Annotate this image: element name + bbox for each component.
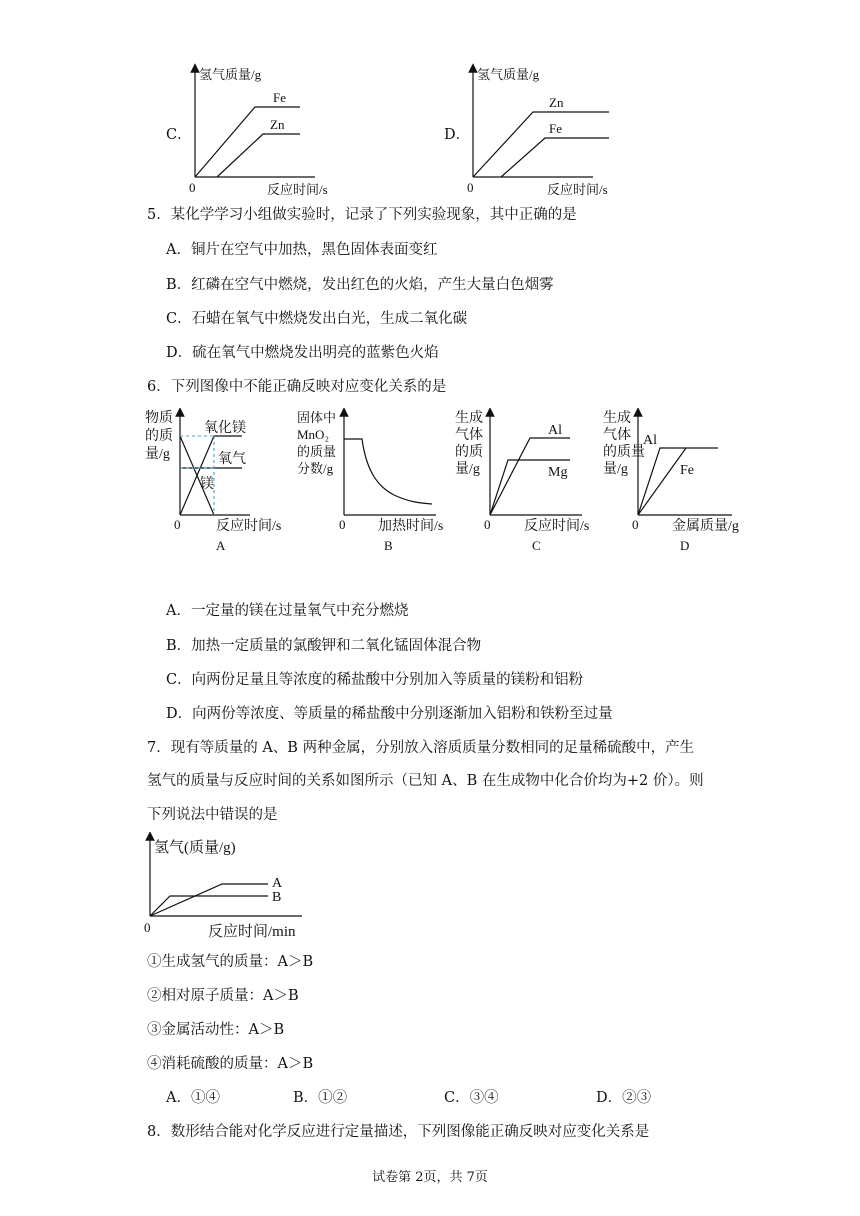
graph-caption: C [532, 538, 541, 553]
y-label-line-2: 气体 [455, 428, 483, 443]
y-label-line-4: 分数/g [297, 461, 334, 476]
y-label-line-4: 量/g [603, 462, 628, 477]
q6-graph-b [294, 408, 454, 558]
origin-label: 0 [144, 920, 151, 935]
y-label-line-3: 的质 [455, 445, 483, 460]
line-al [638, 448, 718, 515]
line-mno2-fraction [344, 439, 432, 504]
q5-stem: 5．某化学学习小组做实验时，记录了下列实验现象，其中正确的是 [147, 207, 577, 223]
series-label-upper: Fe [273, 90, 286, 105]
series-label-lower: Zn [270, 117, 285, 132]
y-label-line-2: MnO₂ [297, 427, 329, 442]
q7-stem-line-3: 下列说法中错误的是 [147, 807, 278, 823]
q7-choice-d: D．②③ [596, 1090, 652, 1106]
q5-option-c: C．石蜡在氧气中燃烧发出白光，生成二氧化碳 [166, 311, 468, 327]
q7-statement-1: ①生成氢气的质量：A＞B [147, 954, 314, 970]
y-axis-label: 氢气质量/g [477, 67, 540, 82]
q5-option-b: B．红磷在空气中燃烧，发出红色的火焰，产生大量白色烟雾 [166, 277, 554, 293]
q7-statement-4: ④消耗硫酸的质量：A＞B [147, 1056, 314, 1072]
y-axis-label: 氢气(质量/g) [154, 840, 236, 856]
x-axis-label: 反应时间/min [208, 924, 296, 940]
series-label-mg: Mg [548, 465, 568, 480]
y-label-line-3: 的质量 [603, 445, 645, 460]
q4-option-c-label: C． [166, 127, 192, 143]
q6-option-b: B．加热一定质量的氯酸钾和二氧化锰固体混合物 [166, 638, 482, 654]
x-axis-label: 加热时间/s [378, 519, 444, 534]
graph-caption: B [384, 538, 393, 553]
series-label-a: A [272, 876, 283, 891]
q7-statement-3: ③金属活动性：A＞B [147, 1022, 285, 1038]
x-axis-label: 反应时间/s [267, 182, 328, 197]
q6-graph-d [600, 408, 760, 558]
series-label-mgo: 氧化镁 [204, 421, 246, 436]
x-axis-label: 金属质量/g [672, 519, 739, 534]
series-line-lower [217, 134, 300, 177]
series-line-lower [501, 138, 609, 177]
line-b [150, 896, 268, 916]
y-label-line-1: 生成 [455, 411, 483, 426]
y-label-line-2: 的质 [145, 429, 173, 444]
x-axis-label: 反应时间/s [547, 182, 608, 197]
q7-choice-b: B．①② [293, 1090, 348, 1106]
y-axis-label: 氢气质量/g [199, 67, 262, 82]
series-label-fe: Fe [680, 463, 694, 478]
x-axis-label: 反应时间/s [216, 519, 282, 534]
line-a [150, 884, 268, 916]
y-label-line-1: 固体中 [297, 410, 337, 425]
y-label-line-1: 物质 [145, 411, 173, 426]
series-label-o2: 氧气 [218, 452, 246, 467]
graph-caption: A [216, 538, 226, 553]
origin-label: 0 [484, 517, 491, 532]
origin-label: 0 [467, 180, 474, 195]
q6-graph-c [452, 408, 612, 558]
q8-stem: 8．数形结合能对化学反应进行定量描述，下列图像能正确反映对应变化关系是 [147, 1124, 650, 1140]
q4-graph-d [463, 62, 623, 200]
origin-label: 0 [632, 517, 639, 532]
series-label-al: Al [548, 423, 562, 438]
q5-option-a: A．铜片在空气中加热，黑色固体表面变红 [166, 242, 438, 258]
q7-stem-line-1: 7．现有等质量的 A、B 两种金属，分别放入溶质质量分数相同的足量稀硫酸中，产生 [147, 740, 695, 756]
q6-stem: 6．下列图像中不能正确反映对应变化关系的是 [147, 379, 447, 395]
q6-graph-a [142, 408, 302, 558]
series-label-b: B [272, 890, 282, 905]
q7-choice-a: A．①④ [166, 1090, 220, 1106]
q6-option-c: C．向两份足量且等浓度的稀盐酸中分别加入等质量的镁粉和铝粉 [166, 672, 584, 688]
series-label-upper: Zn [549, 95, 564, 110]
y-label-line-2: 气体 [603, 428, 631, 443]
series-label-mg: 镁 [200, 477, 214, 492]
y-label-line-1: 生成 [603, 411, 631, 426]
y-label-line-3: 的质量 [297, 444, 337, 459]
series-label-lower: Fe [549, 121, 562, 136]
q6-option-d: D．向两份等浓度、等质量的稀盐酸中分别逐渐加入铝粉和铁粉至过量 [166, 706, 613, 722]
y-label-line-3: 量/g [145, 447, 170, 462]
q5-option-d: D．硫在氧气中燃烧发出明亮的蓝紫色火焰 [166, 345, 439, 361]
q7-statement-2: ②相对原子质量：A＞B [147, 988, 299, 1004]
y-label-line-4: 量/g [455, 462, 480, 477]
line-magnesium-oxide [180, 436, 242, 515]
q4-option-d-label: D． [444, 127, 471, 143]
q4-graph-c [185, 62, 345, 200]
q7-stem-line-2: 氢气的质量与反应时间的关系如图所示（已知 A、B 在生成物中化合价均为+2 价）。则 [147, 773, 704, 789]
x-axis-label: 反应时间/s [524, 519, 590, 534]
origin-label: 0 [339, 517, 346, 532]
series-line-upper [473, 112, 609, 177]
q6-option-a: A．一定量的镁在过量氧气中充分燃烧 [166, 603, 409, 619]
origin-label: 0 [174, 517, 181, 532]
page-footer: 试卷第 2页，共 7页 [372, 1170, 488, 1185]
origin-label: 0 [189, 180, 196, 195]
graph-caption: D [680, 538, 690, 553]
q7-graph [140, 832, 320, 944]
series-label-al: Al [643, 433, 657, 448]
line-fe [638, 448, 686, 515]
q7-choice-c: C．③④ [444, 1090, 499, 1106]
